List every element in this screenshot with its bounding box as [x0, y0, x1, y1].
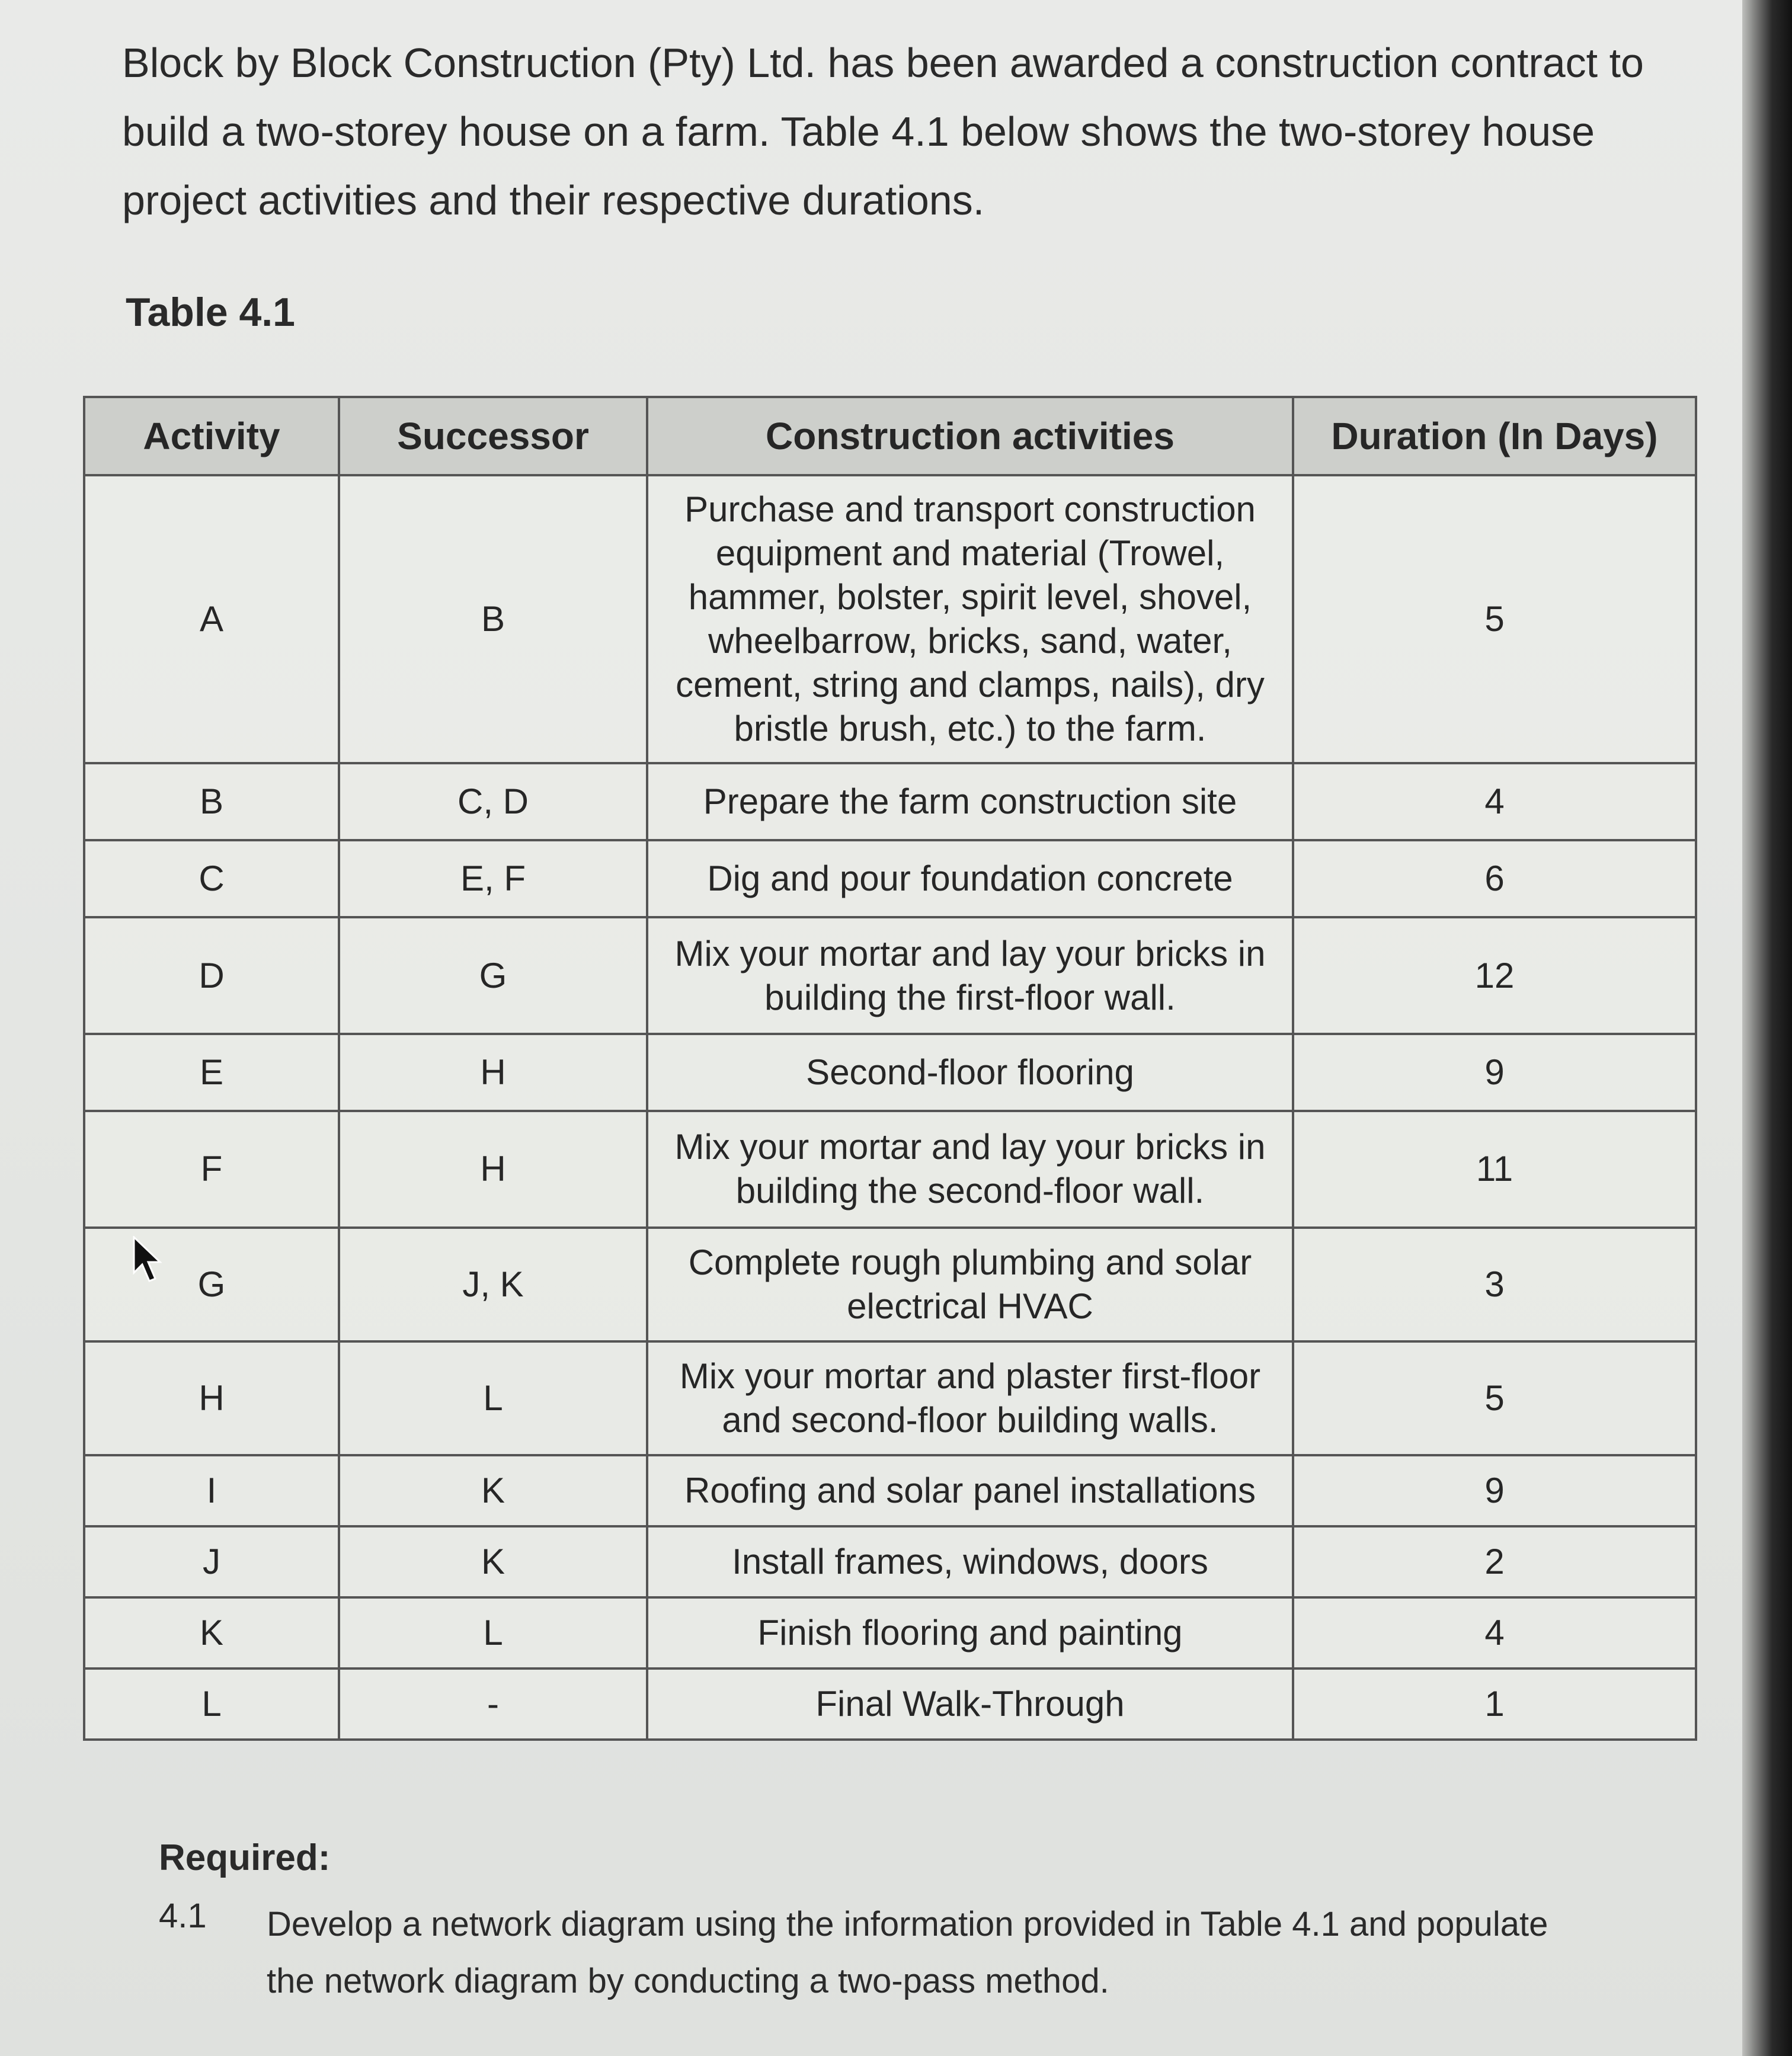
- successor-cell: L: [339, 1341, 647, 1455]
- activity-cell: C: [84, 840, 339, 917]
- table-row: [84, 1228, 1696, 1341]
- activity-cell: G: [84, 1228, 339, 1341]
- question-text: Develop a network diagram using the information provided in Table 4.1 and populate the network diagram by conducting a two-pass method.: [267, 1905, 1548, 2000]
- duration-cell: 5: [1293, 1341, 1696, 1455]
- activities-table: [83, 396, 1697, 1741]
- table-row: [84, 1341, 1696, 1455]
- activity-cell: L: [84, 1669, 339, 1740]
- description-cell: Prepare the farm construction site: [647, 763, 1293, 840]
- description-cell: Roofing and solar panel installations: [647, 1455, 1293, 1526]
- description-cell: Second-floor flooring: [647, 1034, 1293, 1111]
- successor-cell: K: [339, 1455, 647, 1526]
- successor-cell: K: [339, 1526, 647, 1597]
- activity-cell: B: [84, 763, 339, 840]
- activity-cell: F: [84, 1111, 339, 1227]
- description-cell: Purchase and transport construction equipment and material (Trowel, hammer, bolster, spirit level, shovel, wheelbarrow, bricks, sand, water, cement, string and clamps, nails), dry bristle brush, etc.) to the farm.: [647, 475, 1293, 763]
- duration-cell: 4: [1293, 763, 1696, 840]
- activity-cell: K: [84, 1597, 339, 1669]
- table-row: [84, 1669, 1696, 1740]
- successor-cell: J, K: [339, 1228, 647, 1341]
- activity-cell: I: [84, 1455, 339, 1526]
- activity-cell: E: [84, 1034, 339, 1111]
- duration-cell: 12: [1293, 917, 1696, 1033]
- table-row: [84, 475, 1696, 763]
- table-caption: Table 4.1: [126, 290, 295, 335]
- description-cell: Mix your mortar and plaster first-floor and second-floor building walls.: [647, 1341, 1293, 1455]
- mouse-pointer-icon: [133, 1236, 168, 1283]
- duration-cell: 3: [1293, 1228, 1696, 1341]
- table-row: [84, 1526, 1696, 1597]
- intro-paragraph: Block by Block Construction (Pty) Ltd. has been awarded a construction contract to build a two-storey house on a farm. Table 4.1 below shows the two-storey house project activities and their respective durations.: [122, 40, 1644, 223]
- header-duration: Duration (In Days): [1293, 397, 1696, 475]
- duration-cell: 2: [1293, 1526, 1696, 1597]
- successor-cell: H: [339, 1111, 647, 1227]
- duration-cell: 5: [1293, 475, 1696, 763]
- table-row: [84, 917, 1696, 1033]
- header-activity: Activity: [84, 397, 339, 475]
- description-cell: Finish flooring and painting: [647, 1597, 1293, 1669]
- table-row: [84, 840, 1696, 917]
- description-cell: Install frames, windows, doors: [647, 1526, 1293, 1597]
- table-row: [84, 1034, 1696, 1111]
- duration-cell: 1: [1293, 1669, 1696, 1740]
- duration-cell: 11: [1293, 1111, 1696, 1227]
- successor-cell: H: [339, 1034, 647, 1111]
- table-row: [84, 1597, 1696, 1669]
- activity-cell: A: [84, 475, 339, 763]
- description-cell: Dig and pour foundation concrete: [647, 840, 1293, 917]
- duration-cell: 6: [1293, 840, 1696, 917]
- table-row: [84, 763, 1696, 840]
- successor-cell: B: [339, 475, 647, 763]
- successor-cell: L: [339, 1597, 647, 1669]
- table-row: [84, 1455, 1696, 1526]
- header-construction-activities: Construction activities: [647, 397, 1293, 475]
- description-cell: Mix your mortar and lay your bricks in building the second-floor wall.: [647, 1111, 1293, 1227]
- successor-cell: -: [339, 1669, 647, 1740]
- duration-cell: 9: [1293, 1034, 1696, 1111]
- description-cell: Mix your mortar and lay your bricks in building the first-floor wall.: [647, 917, 1293, 1033]
- description-cell: Complete rough plumbing and solar electrical HVAC: [647, 1228, 1293, 1341]
- successor-cell: E, F: [339, 840, 647, 917]
- duration-cell: 9: [1293, 1455, 1696, 1526]
- table-header-row: [84, 397, 1696, 475]
- activity-cell: J: [84, 1526, 339, 1597]
- table-row: [84, 1111, 1696, 1227]
- successor-cell: C, D: [339, 763, 647, 840]
- activity-cell: H: [84, 1341, 339, 1455]
- header-successor: Successor: [339, 397, 647, 475]
- duration-cell: 4: [1293, 1597, 1696, 1669]
- successor-cell: G: [339, 917, 647, 1033]
- screen-bezel: [1742, 0, 1792, 2056]
- question-number: 4.1: [159, 1897, 207, 1935]
- required-label: Required:: [159, 1837, 331, 1878]
- activity-cell: D: [84, 917, 339, 1033]
- description-cell: Final Walk-Through: [647, 1669, 1293, 1740]
